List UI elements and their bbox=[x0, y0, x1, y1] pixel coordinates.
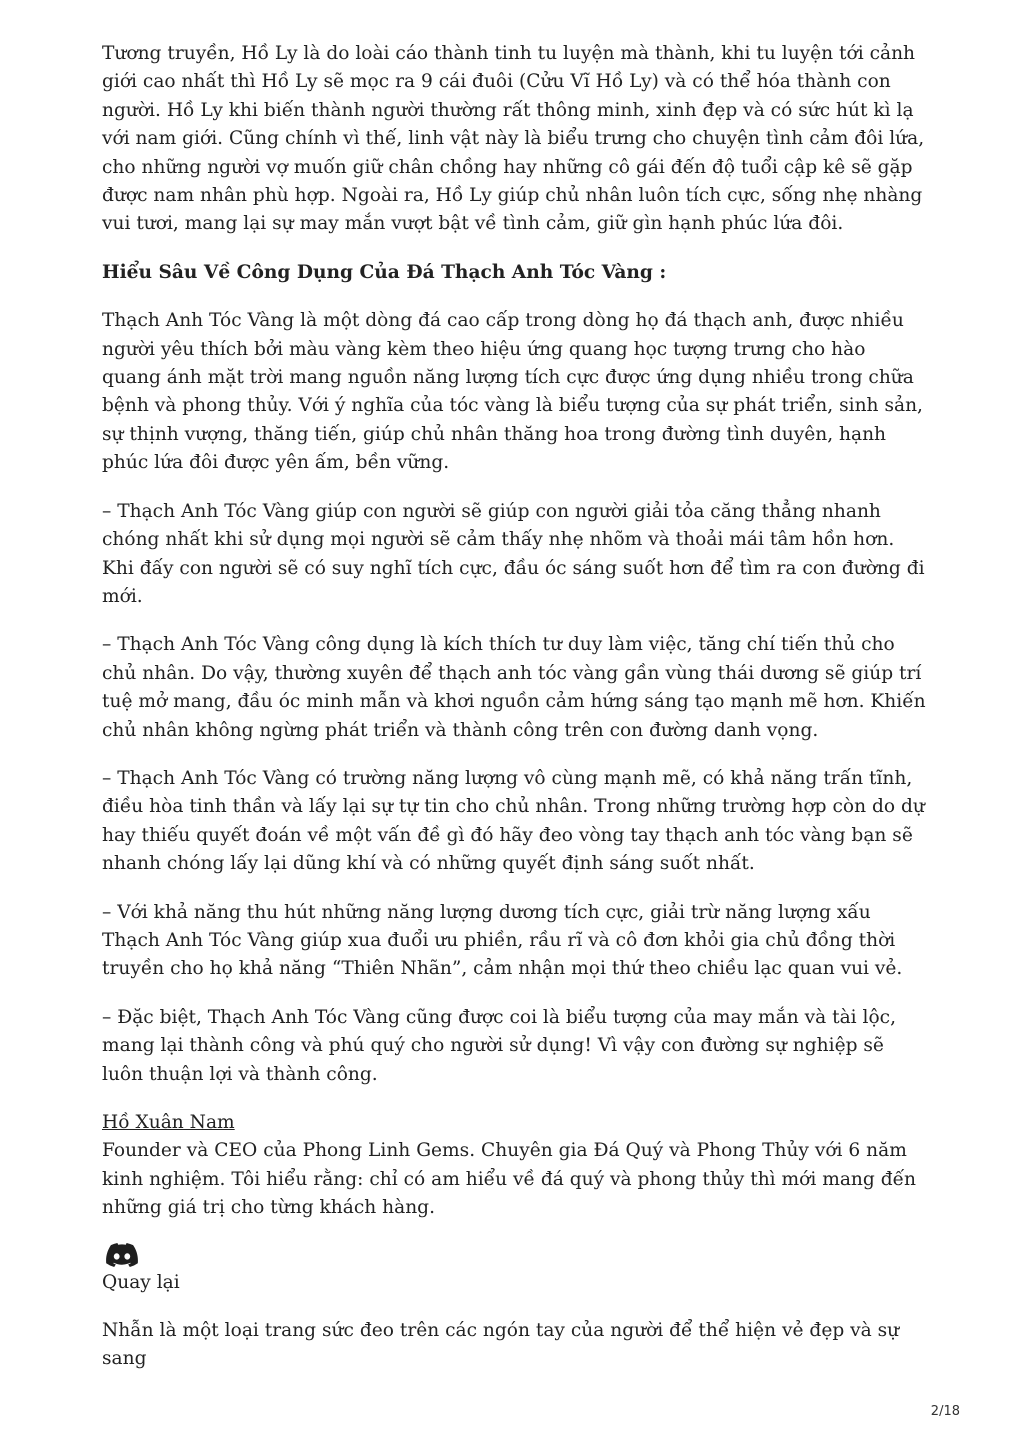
author-block bbox=[102, 1109, 928, 1223]
section-intro-paragraph: Thạch Anh Tóc Vàng là một dòng đá cao cấp trong dòng họ đá thạch anh, được nhiều người yêu thích bởi màu vàng kèm theo hiệu ứng quang học tượng trưng cho hào quang ánh mặt trời mang nguồn năng lượng tích cực được ứng dụng nhiều trong chữa bệnh và phong thủy. Với ý nghĩa của tóc vàng là biểu tượng của sự phát triển, sinh sản, sự thịnh vượng, thăng tiến, giúp chủ nhân thăng hoa trong đường tình duyên, hạnh phúc lứa đôi được yên ấm, bền vững. bbox=[102, 310, 923, 474]
section-heading: Hiểu Sâu Về Công Dụng Của Đá Thạch Anh Tóc Vàng : bbox=[102, 261, 667, 283]
bullet-paragraph: – Thạch Anh Tóc Vàng có trường năng lượng vô cùng mạnh mẽ, có khả năng trấn tĩnh, điều hòa tinh thần và lấy lại sự tự tin cho chủ nhân. Trong những trường hợp còn do dự hay thiếu quyết đoán về một vấn đề gì đó hãy đeo vòng tay thạch anh tóc vàng bạn sẽ nhanh chóng lấy lại dũng khí và có những quyết định sáng suốt nhất. bbox=[102, 767, 925, 875]
author-name-link[interactable]: Hồ Xuân Nam bbox=[102, 1112, 235, 1133]
document-page bbox=[102, 40, 928, 1394]
discord-icon[interactable] bbox=[106, 1243, 138, 1267]
back-link[interactable]: Quay lại bbox=[102, 1271, 180, 1293]
bullet-paragraph: – Với khả năng thu hút những năng lượng dương tích cực, giải trừ năng lượng xấu Thạch Anh Tóc Vàng giúp xua đuổi ưu phiền, rầu rĩ và cô đơn khỏi gia chủ đồng thời truyền cho họ khả năng “Thiên Nhãn”, cảm nhận mọi thứ theo chiều lạc quan vui vẻ. bbox=[102, 901, 903, 980]
page-number: 2/18 bbox=[930, 1404, 960, 1419]
bullet-paragraph: – Đặc biệt, Thạch Anh Tóc Vàng cũng được coi là biểu tượng của may mắn và tài lộc, mang lại thành công và phú quý cho người sử dụng! Vì vậy con đường sự nghiệp sẽ luôn thuận lợi và thành công. bbox=[102, 1006, 896, 1085]
intro-paragraph: Tương truyền, Hồ Ly là do loài cáo thành tinh tu luyện mà thành, khi tu luyện tới cảnh giới cao nhất thì Hồ Ly sẽ mọc ra 9 cái đuôi (Cửu Vĩ Hồ Ly) và có thể hóa thành con người. Hồ Ly khi biến thành người thường rất thông minh, xinh đẹp và có sức hút kì lạ với nam giới. Cũng chính vì thế, linh vật này là biểu trưng cho chuyện tình cảm đôi lứa, cho những người vợ muốn giữ chân chồng hay những cô gái đến độ tuổi cập kê sẽ gặp được nam nhân phù hợp. Ngoài ra, Hồ Ly giúp chủ nhân luôn tích cực, sống nhẹ nhàng vui tươi, mang lại sự may mắn vượt bật về tình cảm, giữ gìn hạnh phúc lứa đôi. bbox=[102, 43, 925, 235]
bullet-paragraph: – Thạch Anh Tóc Vàng công dụng là kích thích tư duy làm việc, tăng chí tiến thủ cho chủ nhân. Do vậy, thường xuyên để thạch anh tóc vàng gần vùng thái dương sẽ giúp trí tuệ mở mang, đầu óc minh mẫn và khơi nguồn cảm hứng sáng tạo mạnh mẽ hơn. Khiến chủ nhân không ngừng phát triển và thành công trên con đường danh vọng. bbox=[102, 634, 926, 741]
author-bio: Founder và CEO của Phong Linh Gems. Chuyên gia Đá Quý và Phong Thủy với 6 năm kinh nghiệm. Tôi hiểu rằng: chỉ có am hiểu về đá quý và phong thủy thì mới mang đến những giá trị cho từng khách hàng. bbox=[102, 1140, 917, 1219]
closing-paragraph: Nhẫn là một loại trang sức đeo trên các ngón tay của người để thể hiện vẻ đẹp và sự sang bbox=[102, 1320, 900, 1370]
bullet-paragraph: – Thạch Anh Tóc Vàng giúp con người sẽ giúp con người giải tỏa căng thẳng nhanh chóng nhất khi sử dụng mọi người sẽ cảm thấy nhẹ nhõm và thoải mái tâm hồn hơn. Khi đấy con người sẽ có suy nghĩ tích cực, đầu óc sáng suốt hơn để tìm ra con đường đi mới. bbox=[102, 500, 925, 607]
